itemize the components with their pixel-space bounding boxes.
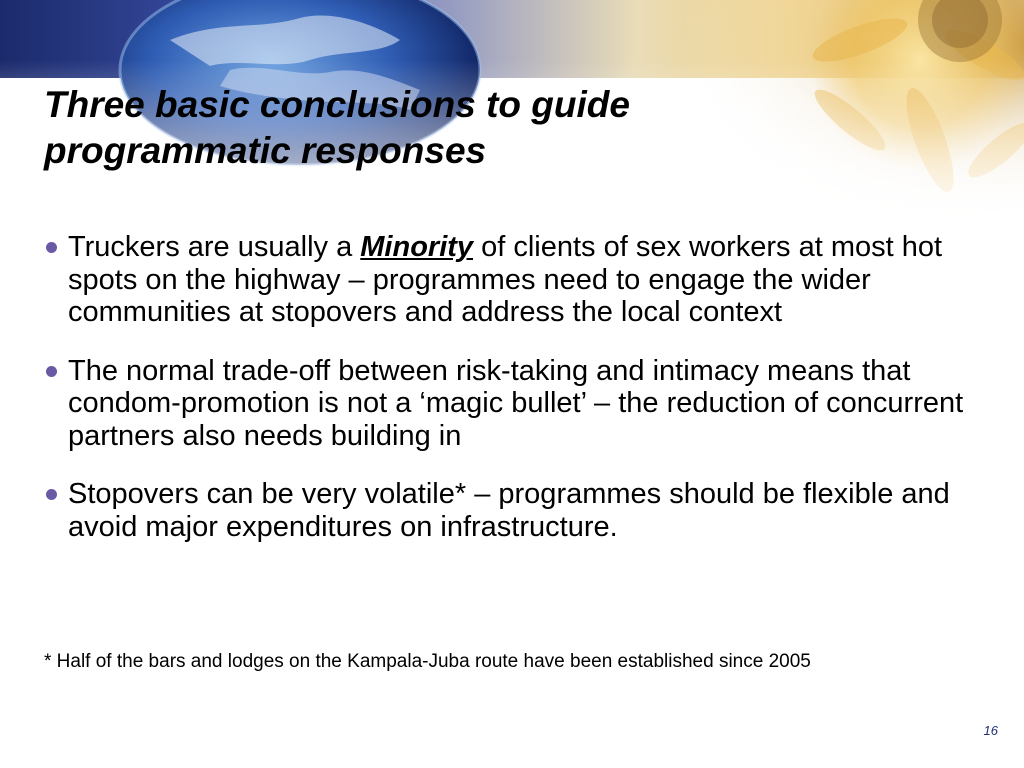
bullet-list bbox=[44, 231, 974, 569]
bullet-item-1 bbox=[44, 231, 974, 329]
bullet-item-2 bbox=[44, 355, 974, 453]
slide-title-line-2: programmatic responses bbox=[44, 130, 487, 171]
bullet-1-text-before: Truckers are usually a bbox=[68, 231, 361, 263]
footnote: * Half of the bars and lodges on the Kampala-Juba route have been established since 2005 bbox=[44, 651, 811, 672]
bullet-3-text: Stopovers can be very volatile* – programmes should be flexible and avoid major expenditures on infrastructure. bbox=[68, 478, 950, 543]
bullet-dot-icon bbox=[46, 366, 57, 377]
bullet-1-text-after: of clients of sex workers at most hot spots on the highway – programmes need to engage the wider communities at stopovers and address the local context bbox=[68, 231, 943, 328]
slide-title bbox=[44, 82, 804, 174]
bullet-2-text: The normal trade-off between risk-taking and intimacy means that condom-promotion is not a ‘magic bullet’ – the reduction of concurrent partners also needs building in bbox=[68, 354, 964, 452]
bullet-1-emphasis: Minority bbox=[360, 231, 474, 263]
bullet-dot-icon bbox=[46, 489, 57, 500]
bullet-dot-icon bbox=[46, 242, 57, 253]
bullet-item-3 bbox=[44, 478, 974, 543]
slide-number: 16 bbox=[983, 723, 998, 738]
slide-title-line-1: Three basic conclusions to guide bbox=[44, 84, 630, 125]
